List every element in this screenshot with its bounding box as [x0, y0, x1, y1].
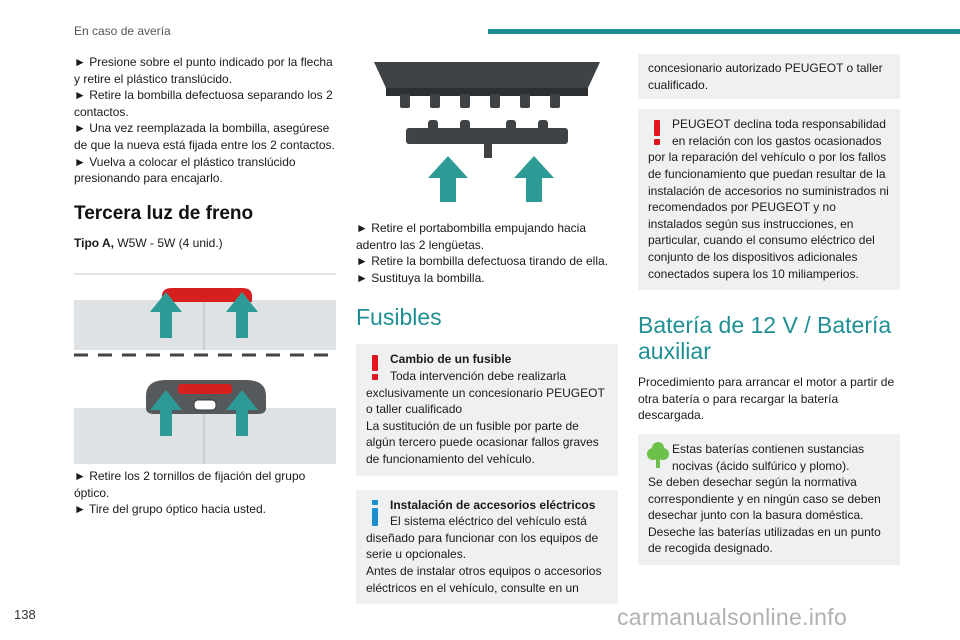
- bulb-holder-illustration: [356, 44, 618, 206]
- info-body: diseñado para funcionar con los equipos de serie u opcionales. Antes de instalar otros equipos o accesorios eléctricos en el vehículo, consulte en un: [366, 530, 602, 595]
- section-heading-fuses: Fusibles: [356, 304, 442, 331]
- list-item: ► Tire del grupo óptico hacia usted.: [74, 502, 266, 517]
- column-1-bottom: [74, 468, 336, 518]
- brake-light-illustration: [74, 262, 336, 464]
- watermark: carmanualsonline.info: [617, 604, 848, 630]
- brake-light-diagram: [74, 262, 336, 464]
- info-box-accessories: [356, 490, 618, 605]
- eco-line-2: nocivas (ácido sulfúrico y plomo).: [672, 458, 850, 473]
- column-2: [356, 220, 618, 604]
- bullet-list-top: [74, 54, 336, 187]
- warning-box-fuse: [356, 344, 618, 475]
- eco-line-1: Estas baterías contienen sustancias: [672, 441, 865, 456]
- list-item: ► Retire los 2 tornillos de fijación del grupo óptico.: [74, 469, 306, 500]
- warning-title: Cambio de un fusible: [390, 352, 512, 367]
- warning-body: exclusivamente un concesionario PEUGEOT o taller cualificado La sustitución de un fusible por parte de algún tercero puede ocasionar fallos graves de funcionamiento del vehículo.: [366, 385, 605, 466]
- eco-box-battery: [638, 434, 900, 565]
- info-title: Instalación de accesorios eléctricos: [390, 497, 596, 512]
- warning-body: por la reparación del vehículo o por los fallos de funcionamiento que puedan resultar de la instalación de accesorios no suministrados ni recomendados por PEUGEOT y no instalados según sus instrucciones, en particular, cuando el consumo eléctrico del conjunto de los dispositivos adicionales conectados supera los 10 miliamperios.: [648, 150, 889, 281]
- bullet-list-bulb-holder: [356, 220, 618, 286]
- list-item: ► Retire la bombilla defectuosa separando los 2 contactos.: [74, 88, 333, 119]
- column-1: [74, 54, 336, 251]
- bulb-holder-diagram: [356, 44, 618, 206]
- battery-intro: Procedimiento para arrancar el motor a partir de otra batería o para recargar la batería descargada.: [638, 375, 895, 423]
- bulb-type: [74, 235, 336, 252]
- list-item: ► Sustituya la bombilla.: [356, 270, 485, 285]
- list-item: ► Presione sobre el punto indicado por la flecha y retire el plástico translúcido.: [74, 55, 333, 86]
- warning-exclamation-icon: [646, 117, 668, 147]
- list-item: ► Retire el portabombilla empujando hacia adentro las 2 lengüetas.: [356, 221, 587, 252]
- info-line-1: El sistema eléctrico del vehículo está: [390, 514, 587, 529]
- warning-line-1: PEUGEOT declina toda responsabilidad: [672, 117, 886, 132]
- section-title: En caso de avería: [74, 24, 171, 38]
- page-number: 138: [14, 607, 36, 622]
- section-heading-battery: Batería de 12 V / Batería auxiliar: [638, 312, 892, 365]
- list-item: ► Una vez reemplazada la bombilla, asegúrese de que la nueva está fijada entre los 2 contactos.: [74, 121, 335, 152]
- info-icon: [364, 498, 386, 528]
- warning-line-2: en relación con los gastos ocasionados: [672, 133, 882, 148]
- list-item: ► Retire la bombilla defectuosa tirando de ella.: [356, 254, 609, 269]
- bullet-list-bottom: [74, 468, 336, 518]
- bulb-type-label: Tipo A,: [74, 235, 114, 250]
- list-item: ► Vuelva a colocar el plástico translúcido presionando para encajarlo.: [74, 154, 296, 186]
- info-box-continued: [638, 54, 900, 99]
- warning-exclamation-icon: [364, 352, 386, 382]
- warning-box-liability: [638, 109, 900, 290]
- section-heading-brake-light: Tercera luz de freno: [74, 202, 254, 224]
- tree-icon: [646, 440, 670, 470]
- eco-body: Se deben desechar según la normativa correspondiente y en ningún caso se deben desechar junto con la basura doméstica. Deseche las baterías utilizadas en un punto de recogida designado.: [648, 475, 881, 556]
- header-accent-bar: [488, 29, 960, 34]
- info-continued-text: concesionario autorizado PEUGEOT o taller cualificado.: [648, 61, 883, 92]
- bulb-type-value: W5W - 5W (4 unid.): [114, 235, 223, 250]
- column-3: [638, 54, 900, 565]
- warning-line-1: Toda intervención debe realizarla: [390, 368, 567, 383]
